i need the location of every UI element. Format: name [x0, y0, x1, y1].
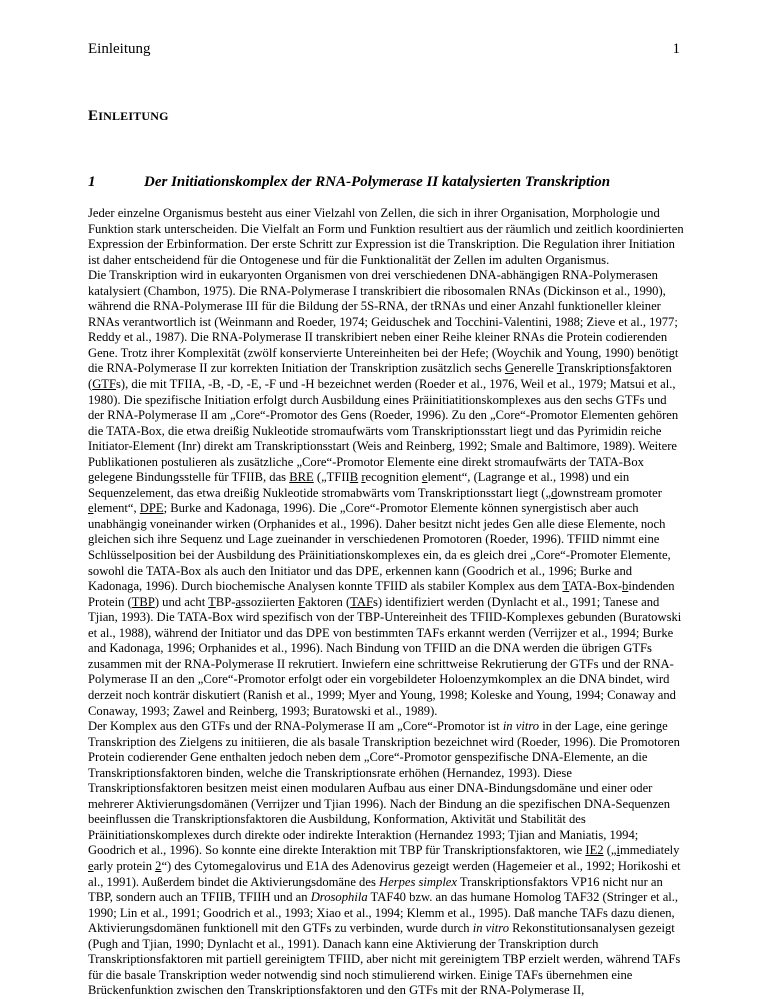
running-head: Einleitung — [88, 41, 151, 57]
text-run: lement“, (Lagrange et al., 1998) und ein Sequenzelement, das etwa dreißig Nukleotide stromabwärts vom Transkriptionsstart liegt („ — [88, 470, 630, 500]
italic-text: in vitro — [472, 921, 509, 936]
underlined-text: d — [551, 485, 558, 500]
text-run: Der Komplex aus den GTFs und der RNA-Polymerase II am „Core“-Promotor ist — [88, 719, 503, 734]
paragraph — [88, 719, 684, 999]
text-run: ; Burke and Kadonaga, 1996). Die „Core“-Promotor Elemente können synergistisch aber auch unabhängig voneinander wirken (Orphanides et al., 1996). Daher besitzt nicht jedes Gen alle diese Elemente, noch gleichen sich ihre Sequenz und Lage zueinander in verschiedenen Promotoren (Roeder, 1996). TFIID nimmt eine Schlüsselposition bei der Ausbildung des Präinitiationskomplexes ein, da es gleich drei „Core“-Promoter Elemente, sowohl die TATA-Box als auch den Initiator und das DPE, erkennen kann (Goodrich et al., 1996; Burke and Kadonaga, 1996). Durch biochemische Analysen konnte TFIID als stabiler Komplex aus dem — [88, 501, 671, 594]
underlined-text: b — [622, 579, 629, 594]
underlined-text: GTF — [92, 377, 116, 392]
text-run: aktoren ( — [305, 594, 351, 609]
underlined-text: BRE — [289, 470, 314, 485]
text-run: Jeder einzelne Organismus besteht aus einer Vielzahl von Zellen, die sich in ihrer Organisation, Morphologie und Funktion stark unterscheiden. Die Vielfalt an Form und Funktion resultiert aus der räumlich und zeitlich koordinierten Expression der Erbinformation. Der erste Schritt zur Expression ist die Transkription. Die Regulation ihrer Initiation ist daher entscheidend für die Ontogenese und für die Funktionalität der Zellen im adulten Organismus. — [88, 206, 684, 267]
section-title: Der Initiationskomplex der RNA-Polymerase II katalysierten Transkription — [144, 174, 611, 190]
section-number: 1 — [88, 174, 96, 190]
underlined-text: TAF — [350, 594, 373, 609]
page-number: 1 — [672, 41, 680, 57]
text-run: ) und acht — [154, 594, 209, 609]
underlined-text: B — [349, 470, 359, 485]
text-run: arly protein — [93, 858, 156, 873]
underlined-text: DPE — [139, 501, 164, 516]
underlined-text: 2 — [155, 858, 162, 873]
chapter-heading — [88, 108, 169, 125]
text-run: s) identifiziert werden (Dynlacht et al., 1991; Tanese and Tjian, 1993). Die TATA-Box wird spezifisch von der TBP-Untereinheit des TFIID-Komplexes gebunden (Buratowski et al., 1988), während der Initiator und das DPE von bestimmten TAFs erkannt werden (Verrijzer et al., 1994; Burke and Kadonaga, 1996; Orphanides et al., 1996). Nach Bindung von TFIID an die DNA werden die übrigen GTFs zusammen mit der RNA-Polymerase II rekrutiert. Inwiefern eine schrittweise Rekrutierung der GTFs und der RNA-Polymerase II an den „Core“-Promotor erfolgt oder ein vorgebildeter Holoenzymkomplex an die DNA bindet, wird derzeit noch konträr diskutiert (Ranish et al., 1999; Myer and Young, 1998; Koleske and Young, 1994; Conaway and Conaway, 1993; Zawel and Reinberg, 1993; Buratowski et al., 1989). — [88, 594, 682, 718]
text-run: mmediately — [620, 843, 680, 858]
underlined-text: p — [615, 485, 623, 500]
text-run: („TFII — [313, 470, 350, 485]
underlined-text: T — [208, 594, 216, 609]
text-run: s), die mit TFIIA, -B, -D, -E, -F und -H bezeichnet werden (Roeder et al., 1976, Weil et al., 1979; Matsui et al., 1980). Die spezifische Initiation erfolgt durch Ausbildung eines Präinitiatitionskomplexes aus den sechs GTFs und der RNA-Polymerase II am „Core“-Promotor des Gens (Roeder, 1996). Zu den „Core“-Promotor Elementen gehören die TATA-Box, die etwa dreißig Nukleotide stromaufwärts vom Transkriptionsstart liegt und das Pyrimidin reiche Initiator-Element (Inr) direkt am Transkriptionsstart (Weis and Reinberg, 1992; Smale and Baltimore, 1989). Weitere Publikationen postulieren als zusätzliche „Core“-Promotor Elemente eine direkt stromaufwärts der TATA-Box gelegene Bindungsstelle für TFIIB, das — [88, 377, 679, 485]
text-run: lement“, — [93, 501, 140, 516]
page-header — [88, 41, 680, 61]
underlined-text: f — [629, 361, 635, 376]
underlined-text: IE2 — [585, 843, 604, 858]
underlined-text: TBP — [131, 594, 155, 609]
text-run: ownstream — [557, 485, 616, 500]
paragraph — [88, 268, 684, 719]
text-run: ranskriptions — [564, 361, 630, 376]
underlined-text: T — [562, 579, 570, 594]
text-run: („ — [603, 843, 617, 858]
text-run: in der Lage, eine geringe Transkription des Zielgens zu initiieren, die als basale Transkription bezeichnet wird (Roeder, 1996). Die Promotoren Protein codierender Gene enthalten jedoch neben dem „Core“-Promotor genspezifische DNA-Elemente, an die Transkriptionsfaktoren binden, welche die Transkriptionsrate erhöhen (Hernandez, 1993). Diese Transkriptionsfaktoren besitzen meist einen modularen Aufbau aus einer DNA-Bindungsdomäne und einer oder mehrerer Aktivierungsdomänen (Verrijzer und Tjian 1996). Nach der Bindung an die spezifischen DNA-Sequenzen beeinflussen die Transkriptionsfaktoren die Ausbildung, Konformation, Aktivität und Stabilität des Präinitiationskomplexes durch direkte oder indirekte Interaktion (Hernandez 1993; Tjian and Maniatis, 1994; Goodrich et al., 1996). So konnte eine direkte Interaktion mit TBP für Transkriptionsfaktoren, wie — [88, 719, 680, 858]
text-run: “) des Cytomegalovirus und E1A des Adenovirus gezeigt werden (Hagemeier et al., 1992; Horikoshi et al., 1991). Außerdem bindet die Aktivierungsdomäne des — [88, 858, 681, 889]
text-run: Die Transkription wird in eukaryonten Organismen von drei verschiedenen DNA-abhängigen RNA-Polymerasen katalysiert (Chambon, 1975). Die RNA-Polymerase I transkribiert die ribosomalen RNAs (Dickinson et al., 1990), während die RNA-Polymerase III für die Bildung der 5S-RNA, der tRNAs und einer Anzahl funktioneller kleiner RNAs verantwortlich ist (Weinmann and Roeder, 1974; Geiduschek and Tocchini-Valentini, 1988; Zieve et al., 1977; Reddy et al., 1987). Die RNA-Polymerase II transkribiert neben einer Reihe kleiner RNAs die Protein codierenden Gene. Trotz ihrer Komplexität (zwölf konservierte Untereinheiten bei der Hefe; (Woychik and Young, 1990) benötigt die RNA-Polymerase II zur korrekten Initiation der Transkription zusätzlich sechs — [88, 268, 679, 376]
paragraph — [88, 206, 684, 268]
body-text — [88, 206, 684, 999]
underlined-text: e — [421, 470, 428, 485]
chapter-heading-initial: E — [88, 108, 99, 124]
chapter-heading-rest: INLEITUNG — [98, 109, 169, 123]
underlined-text: r — [361, 470, 366, 485]
underlined-text: i — [616, 843, 620, 858]
italic-text: in vitro — [502, 719, 540, 734]
text-run: Rekonstitutionsanalysen gezeigt (Pugh and Tjian, 1990; Dynlacht et al., 1991). Danach kann eine Aktivierung der Transkription durch Transkriptionsfaktoren mit partiell gereinigtem TFIID, aber nicht mit gereinigtem TBP erzielt werden, während TAFs für die basale Transkription weder notwendig sind noch stimulierend wirken. Einige TAFs übernehmen eine Brückenfunktion zwischen den Transkriptionsfaktoren und den GTFs mit der RNA-Polymerase II, — [88, 921, 681, 998]
section-heading — [88, 174, 688, 191]
italic-text: Herpes simplex — [379, 874, 457, 889]
italic-text: Drosophila — [310, 890, 368, 905]
text-run: indenden Protein ( — [88, 579, 675, 609]
underlined-text: a — [235, 594, 242, 609]
underlined-text: T — [556, 361, 565, 376]
underlined-text: G — [504, 361, 515, 376]
text-run: BP- — [215, 594, 236, 609]
text-run: ssoziierten — [241, 594, 299, 609]
text-run: enerelle — [514, 361, 557, 376]
text-run: ecognition — [365, 470, 422, 485]
underlined-text: e — [88, 858, 94, 873]
text-run: romoter — [622, 485, 662, 500]
underlined-text: e — [88, 501, 94, 516]
underlined-text: F — [298, 594, 306, 609]
text-run: aktoren ( — [88, 361, 672, 392]
text-run: TAF40 bzw. an das humane Homolog TAF32 (Stringer et al., 1990; Lin et al., 1991; Goodrich et al., 1993; Xiao et al., 1994; Klemm et al., 1995). Daß manche TAFs dazu dienen, Aktivierungsdomänen funktionell mit den GTFs zu verbinden, wurde durch — [88, 890, 679, 936]
text-run: ATA-Box- — [569, 579, 623, 594]
text-run: Transkriptionsfaktors VP16 nicht nur an TBP, sondern auch an TFIIB, TFIIH und an — [88, 874, 663, 905]
